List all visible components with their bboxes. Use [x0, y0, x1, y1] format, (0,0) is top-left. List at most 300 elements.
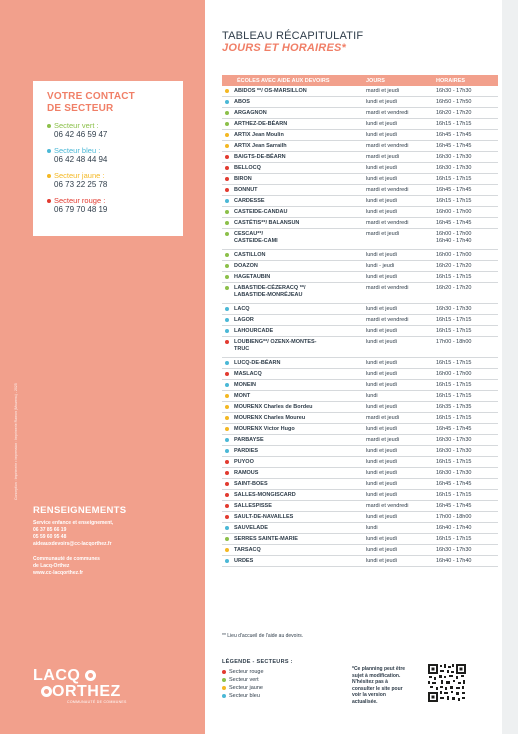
- school-cell: [222, 512, 362, 521]
- sector-dot-icon: [225, 329, 229, 333]
- days-cell: lundi et jeudi: [366, 382, 397, 388]
- sector-dot-icon: [225, 275, 229, 279]
- service-label: Service enfance et enseignement,: [33, 520, 114, 526]
- sector-label-text: Secteur jaune :: [54, 171, 105, 180]
- school-cell: [222, 108, 362, 117]
- table-row: [222, 261, 498, 272]
- school-name: HAGETAUBIN: [234, 274, 271, 280]
- school-name: CASTILLON: [234, 252, 266, 258]
- hours-cell: 16h30 - 17h30: [436, 306, 472, 312]
- footnote: ** Lieu d'accueil de l'aide au devoirs.: [222, 633, 304, 639]
- school-cell: [222, 283, 362, 299]
- table-row: [222, 119, 498, 130]
- school-cell: [222, 141, 362, 150]
- hours-cell: 16h15 - 17h15: [436, 393, 472, 399]
- sector-label: [47, 196, 183, 205]
- days-cell: lundi et jeudi: [366, 165, 397, 171]
- school-name: LAGOR: [234, 317, 254, 323]
- hours-cell: 16h15 - 17h15: [436, 317, 472, 323]
- school-name: ABOS: [234, 99, 250, 105]
- sector-dot-icon: [225, 493, 229, 497]
- hours-cell: 16h20 - 17h20: [436, 263, 472, 269]
- renseignements-title: RENSEIGNEMENTS: [33, 505, 127, 516]
- sector-label: [47, 121, 183, 130]
- hours-cell: 16h00 - 17h00: [436, 371, 472, 377]
- legend-items: [222, 668, 293, 700]
- school-cell: [222, 261, 362, 270]
- hours-cell: 16h40 - 17h40: [436, 525, 472, 531]
- school-name: MONEIN: [234, 382, 256, 388]
- page-edge: [502, 0, 518, 734]
- school-name: LABASTIDE-CÉZERACQ **/ LABASTIDE-MONRÉJEAU: [234, 285, 306, 298]
- school-name: PARDIES: [234, 448, 259, 454]
- table-row: [222, 304, 498, 315]
- table-row: [222, 229, 498, 250]
- days-cell: lundi et jeudi: [366, 514, 397, 520]
- legend-label: Secteur bleu: [229, 693, 260, 699]
- sector-dot-icon: [225, 340, 229, 344]
- school-cell: [222, 163, 362, 172]
- hours-cell: 16h00 - 17h00: [436, 252, 472, 258]
- table-row: [222, 512, 498, 523]
- school-cell: [222, 207, 362, 216]
- hours-cell: 16h30 - 17h30: [436, 154, 472, 160]
- sector-dot-icon: [225, 427, 229, 431]
- hours-cell: 16h30 - 17h30: [436, 547, 472, 553]
- hours-cell: 16h20 - 17h20: [436, 285, 472, 291]
- school-cell: [222, 490, 362, 499]
- hours-cell: 16h15 - 17h15: [436, 176, 472, 182]
- header-school: ÉCOLES AVEC AIDE AUX DEVOIRS: [237, 77, 330, 84]
- table-row: [222, 457, 498, 468]
- table-row: [222, 479, 498, 490]
- sector-dot-icon: [225, 526, 229, 530]
- sector-label: [47, 171, 183, 180]
- hours-cell: 16h45 - 17h45: [436, 481, 472, 487]
- school-cell: [222, 402, 362, 411]
- sector-dot-icon: [225, 188, 229, 192]
- sector-dot-icon: [225, 405, 229, 409]
- sector-dot-icon: [225, 166, 229, 170]
- hours-cell: 16h30 - 17h30: [436, 448, 472, 454]
- sector-phone[interactable]: 06 42 46 59 47: [54, 130, 108, 139]
- sector-dot-icon: [225, 232, 229, 236]
- days-cell: lundi et jeudi: [366, 470, 397, 476]
- table-row: [222, 490, 498, 501]
- school-name: LAHOURCADE: [234, 328, 274, 334]
- school-name: BAIGTS-DE-BÉARN: [234, 154, 286, 160]
- school-cell: [222, 468, 362, 477]
- service-phone-2[interactable]: 05 59 60 95 48: [33, 534, 67, 540]
- days-cell: lundi et jeudi: [366, 360, 397, 366]
- school-cell: [222, 358, 362, 367]
- table-row: [222, 523, 498, 534]
- table-row: [222, 556, 498, 567]
- school-name: LACQ: [234, 306, 250, 312]
- sector-dot-icon: [225, 504, 229, 508]
- legend-label: Secteur rouge: [229, 669, 264, 675]
- school-cell: [222, 391, 362, 400]
- days-cell: mardi et jeudi: [366, 231, 400, 237]
- school-name: BONNUT: [234, 187, 258, 193]
- contact-card: [33, 81, 183, 236]
- school-name: LUCQ-DE-BÉARN: [234, 360, 281, 366]
- school-cell: [222, 229, 362, 245]
- sector-dot-icon: [225, 122, 229, 126]
- legend-item: [222, 684, 293, 692]
- service-phone-1[interactable]: 06 37 85 66 19: [33, 527, 67, 533]
- school-cell: [222, 315, 362, 324]
- school-name: BELLOCQ: [234, 165, 261, 171]
- table-row: [222, 501, 498, 512]
- days-cell: lundi et jeudi: [366, 536, 397, 542]
- days-cell: lundi et jeudi: [366, 274, 397, 280]
- school-name: ARGAGNON: [234, 110, 267, 116]
- days-cell: lundi: [366, 393, 378, 399]
- school-cell: [222, 250, 362, 259]
- legend-item: [222, 668, 293, 676]
- legend: [222, 659, 293, 700]
- school-name: SAINT-BOES: [234, 481, 268, 487]
- school-cell: [222, 272, 362, 281]
- school-name: CESCAU**/ CASTEIDE-CAMI: [234, 231, 278, 244]
- hours-cell: 16h15 - 17h15: [436, 198, 472, 204]
- contact-title-line2: DE SECTEUR: [47, 103, 114, 114]
- school-name: CARDESSE: [234, 198, 265, 204]
- school-name: RAMOUS: [234, 470, 259, 476]
- days-cell: lundi et jeudi: [366, 404, 397, 410]
- sector-dot-icon: [225, 559, 229, 563]
- school-name: ARTIX Jean Moulin: [234, 132, 284, 138]
- school-name: PARBAYSE: [234, 437, 264, 443]
- hours-cell: 16h15 - 17h15: [436, 360, 472, 366]
- days-cell: lundi et jeudi: [366, 132, 397, 138]
- hours-cell: 16h30 - 17h30: [436, 470, 472, 476]
- sector-dot-icon: [225, 449, 229, 453]
- days-cell: mardi et vendredi: [366, 503, 409, 509]
- school-cell: [222, 446, 362, 455]
- table-row: [222, 468, 498, 479]
- sector-dot-icon: [225, 144, 229, 148]
- school-name: SERRES SAINTE-MARIE: [234, 536, 298, 542]
- hours-cell: 16h15 - 17h15: [436, 459, 472, 465]
- sector-blue: [47, 146, 183, 165]
- school-name: BIRON: [234, 176, 252, 182]
- cc-name-line2: de Lacq-Orthez: [33, 563, 70, 569]
- days-cell: lundi - jeudi: [366, 263, 395, 269]
- sector-dot-icon: [225, 438, 229, 442]
- table-row: [222, 424, 498, 435]
- table-row: [222, 108, 498, 119]
- school-cell: [222, 534, 362, 543]
- renseignements-cc: [33, 556, 193, 577]
- header-hours: HORAIRES: [436, 77, 466, 84]
- school-cell: [222, 218, 362, 227]
- school-cell: [222, 413, 362, 422]
- sector-dot-icon: [225, 318, 229, 322]
- days-cell: mardi et jeudi: [366, 415, 400, 421]
- sector-dot-icon: [225, 100, 229, 104]
- school-name: LOUBIENG**/ OZENX-MONTES- TRUC: [234, 339, 317, 352]
- cc-name-line1: Communauté de communes: [33, 556, 100, 562]
- table-row: [222, 86, 498, 97]
- table-row: [222, 250, 498, 261]
- credit-text: Conception : Imprimerie • impression : Imprimerie Ramon (Mourenx) - 2025: [14, 383, 18, 500]
- page-header: [222, 30, 363, 55]
- school-cell: [222, 86, 362, 95]
- hours-cell: 16h15 - 17h15: [436, 536, 472, 542]
- days-cell: lundi: [366, 525, 378, 531]
- days-cell: mardi et jeudi: [366, 88, 400, 94]
- service-email-link[interactable]: aideauxdevoirs@cc-lacqorthez.fr: [33, 541, 112, 547]
- days-cell: lundi et jeudi: [366, 339, 397, 345]
- school-cell: [222, 424, 362, 433]
- school-name: MOURENX Charles Moureu: [234, 415, 306, 421]
- days-cell: mardi et vendredi: [366, 143, 409, 149]
- legend-label: Secteur jaune: [229, 685, 263, 691]
- hours-cell: 16h45 - 17h45: [436, 503, 472, 509]
- school-cell: [222, 545, 362, 554]
- school-name: CASTEIDE-CANDAU: [234, 209, 288, 215]
- logo-text-lacq: LACQ: [33, 667, 81, 684]
- school-cell: [222, 501, 362, 510]
- days-cell: lundi et jeudi: [366, 99, 397, 105]
- hours-cell: 16h30 - 17h30: [436, 88, 472, 94]
- sector-dot-icon: [222, 686, 226, 690]
- left-panel: [0, 0, 205, 734]
- sector-phone[interactable]: 06 73 22 25 78: [54, 180, 108, 189]
- school-name: SALLESPISSE: [234, 503, 272, 509]
- lacq-orthez-logo: [33, 668, 127, 704]
- sector-dot-icon: [225, 471, 229, 475]
- school-name: SALLES-MONGISCARD: [234, 492, 296, 498]
- school-cell: [222, 369, 362, 378]
- sector-phone[interactable]: 06 42 48 44 94: [54, 155, 108, 164]
- logo-circle-icon: [85, 670, 96, 681]
- days-cell: lundi et jeudi: [366, 448, 397, 454]
- sector-list: [47, 121, 183, 215]
- contact-title-line1: VOTRE CONTACT: [47, 91, 135, 102]
- school-cell: [222, 479, 362, 488]
- renseignements-service: [33, 520, 193, 548]
- legend-label: Secteur vert: [229, 677, 259, 683]
- days-cell: lundi et jeudi: [366, 198, 397, 204]
- school-cell: [222, 326, 362, 335]
- sector-dot-icon: [47, 199, 51, 203]
- hours-cell: 16h30 - 17h30: [436, 165, 472, 171]
- school-cell: [222, 130, 362, 139]
- sector-dot-icon: [222, 670, 226, 674]
- sector-dot-icon: [225, 155, 229, 159]
- school-cell: [222, 523, 362, 532]
- days-cell: lundi et jeudi: [366, 306, 397, 312]
- hours-cell: 16h15 - 17h15: [436, 274, 472, 280]
- page-title: TABLEAU RÉCAPITULATIF: [222, 30, 364, 42]
- school-name: SAUVELADE: [234, 525, 268, 531]
- legend-title: LÉGENDE - SECTEURS :: [222, 659, 293, 665]
- hours-cell: 16h15 - 17h15: [436, 328, 472, 334]
- hours-cell: 16h50 - 17h50: [436, 99, 472, 105]
- sector-dot-icon: [225, 548, 229, 552]
- sector-dot-icon: [225, 264, 229, 268]
- sector-dot-icon: [225, 199, 229, 203]
- table-row: [222, 435, 498, 446]
- school-name: MASLACQ: [234, 371, 262, 377]
- hours-cell: 16h15 - 17h15: [436, 492, 472, 498]
- school-cell: [222, 435, 362, 444]
- sector-label-text: Secteur bleu :: [54, 146, 101, 155]
- sector-dot-icon: [47, 174, 51, 178]
- hours-cell: 17h00 - 18h00: [436, 339, 472, 345]
- table-row: [222, 196, 498, 207]
- school-name: ARTIX Jean Sarrailh: [234, 143, 287, 149]
- table-row: [222, 315, 498, 326]
- sector-dot-icon: [225, 361, 229, 365]
- hours-cell: 16h15 - 17h15: [436, 121, 472, 127]
- school-name: DOAZON: [234, 263, 258, 269]
- table-row: [222, 391, 498, 402]
- table-row: [222, 152, 498, 163]
- table-row: [222, 272, 498, 283]
- school-name: ABIDOS **/ OS-MARSILLON: [234, 88, 307, 94]
- school-name: MOURENX Charles de Bordeu: [234, 404, 313, 410]
- table-body: [222, 86, 498, 567]
- hours-cell: 16h00 - 17h00: [436, 209, 472, 215]
- table-row: [222, 369, 498, 380]
- table-row: [222, 207, 498, 218]
- sector-green: [47, 121, 183, 140]
- table-row: [222, 130, 498, 141]
- hours-cell: 17h00 - 18h00: [436, 514, 472, 520]
- page-subtitle: JOURS ET HORAIRES*: [222, 42, 347, 54]
- sector-dot-icon: [225, 383, 229, 387]
- legend-item: [222, 676, 293, 684]
- table-row: [222, 402, 498, 413]
- school-cell: [222, 304, 362, 313]
- days-cell: lundi et jeudi: [366, 252, 397, 258]
- hours-cell: 16h30 - 17h30: [436, 437, 472, 443]
- hours-cell: 16h45 - 17h45: [436, 132, 472, 138]
- sector-dot-icon: [225, 221, 229, 225]
- hours-cell: 16h15 - 17h15: [436, 382, 472, 388]
- school-cell: [222, 152, 362, 161]
- table-row: [222, 283, 498, 304]
- qr-code-icon[interactable]: [427, 663, 467, 703]
- table-row: [222, 174, 498, 185]
- header-days: JOURS: [366, 77, 385, 84]
- school-cell: [222, 174, 362, 183]
- days-cell: mardi et jeudi: [366, 437, 400, 443]
- days-cell: lundi et jeudi: [366, 176, 397, 182]
- sector-dot-icon: [225, 372, 229, 376]
- sector-dot-icon: [47, 124, 51, 128]
- days-cell: mardi et vendredi: [366, 285, 409, 291]
- school-cell: [222, 457, 362, 466]
- days-cell: mardi et vendredi: [366, 220, 409, 226]
- school-name: ARTHEZ-DE-BÉARN: [234, 121, 288, 127]
- sector-dot-icon: [225, 253, 229, 257]
- days-cell: mardi et vendredi: [366, 110, 409, 116]
- hours-cell: 16h45 - 17h45: [436, 220, 472, 226]
- days-cell: lundi et jeudi: [366, 492, 397, 498]
- school-name: MOURENX Victor Hugo: [234, 426, 295, 432]
- school-name: CASTÉTIS**/ BALANSUN: [234, 220, 300, 226]
- table-row: [222, 545, 498, 556]
- sector-dot-icon: [225, 286, 229, 290]
- days-cell: mardi et vendredi: [366, 187, 409, 193]
- sector-dot-icon: [225, 210, 229, 214]
- school-name: PUYOO: [234, 459, 254, 465]
- sector-dot-icon: [225, 416, 229, 420]
- school-cell: [222, 97, 362, 106]
- sector-dot-icon: [225, 307, 229, 311]
- sector-dot-icon: [222, 694, 226, 698]
- sector-dot-icon: [225, 460, 229, 464]
- table-row: [222, 141, 498, 152]
- sector-dot-icon: [225, 482, 229, 486]
- sector-label-text: Secteur vert :: [54, 121, 99, 130]
- school-name: MONT: [234, 393, 251, 399]
- logo-text-orthez: ORTHEZ: [52, 683, 121, 700]
- sector-label: [47, 146, 183, 155]
- table-row: [222, 163, 498, 174]
- table-row: [222, 185, 498, 196]
- table-row: [222, 534, 498, 545]
- logo-subtitle: COMMUNAUTÉ DE COMMUNES: [67, 700, 127, 704]
- logo-circle-icon: [41, 686, 52, 697]
- table-row: [222, 97, 498, 108]
- sector-dot-icon: [225, 515, 229, 519]
- school-name: TARSACQ: [234, 547, 261, 553]
- schedule-table: [222, 75, 498, 567]
- days-cell: lundi et jeudi: [366, 481, 397, 487]
- hours-cell: 16h45 - 17h45: [436, 426, 472, 432]
- cc-website-link[interactable]: www.cc-lacqorthez.fr: [33, 570, 84, 576]
- table-row: [222, 337, 498, 358]
- sector-yellow: [47, 171, 183, 190]
- hours-cell: 16h35 - 17h35: [436, 404, 472, 410]
- hours-cell: 16h20 - 17h20: [436, 110, 472, 116]
- sector-dot-icon: [225, 111, 229, 115]
- school-cell: [222, 556, 362, 565]
- legend-item: [222, 692, 293, 700]
- days-cell: lundi et jeudi: [366, 558, 397, 564]
- days-cell: lundi et jeudi: [366, 547, 397, 553]
- sector-label-text: Secteur rouge :: [54, 196, 106, 205]
- hours-cell: 16h00 - 17h00 16h40 - 17h40: [436, 231, 472, 244]
- school-cell: [222, 380, 362, 389]
- sector-dot-icon: [225, 394, 229, 398]
- table-row: [222, 380, 498, 391]
- table-row: [222, 326, 498, 337]
- school-cell: [222, 196, 362, 205]
- days-cell: lundi et jeudi: [366, 121, 397, 127]
- school-name: SAULT-DE-NAVAILLES: [234, 514, 294, 520]
- days-cell: lundi et jeudi: [366, 371, 397, 377]
- renseignements-block: [33, 505, 193, 577]
- hours-cell: 16h45 - 17h45: [436, 143, 472, 149]
- school-cell: [222, 337, 362, 353]
- days-cell: lundi et jeudi: [366, 459, 397, 465]
- sector-dot-icon: [225, 177, 229, 181]
- days-cell: lundi et jeudi: [366, 328, 397, 334]
- hours-cell: 16h40 - 17h40: [436, 558, 472, 564]
- days-cell: mardi et vendredi: [366, 317, 409, 323]
- sector-dot-icon: [222, 678, 226, 682]
- days-cell: lundi et jeudi: [366, 426, 397, 432]
- table-row: [222, 413, 498, 424]
- sector-phone[interactable]: 06 79 70 48 19: [54, 205, 108, 214]
